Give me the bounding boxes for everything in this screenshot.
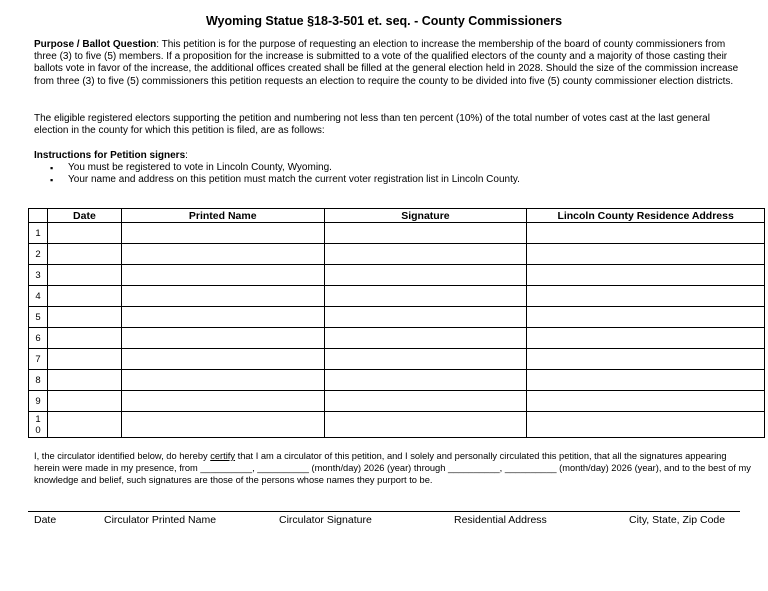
- page-title: Wyoming Statue §18-3-501 et. seq. - County Commissioners: [205, 14, 563, 28]
- date-cell[interactable]: [47, 244, 121, 265]
- row-number-top: 1: [35, 413, 41, 425]
- row-number: 2: [29, 244, 48, 265]
- cert-text-1: I, the circulator identified below, do hereby: [34, 451, 211, 461]
- signature-cell[interactable]: [324, 244, 527, 265]
- printed-name-cell[interactable]: [121, 286, 324, 307]
- date-cell[interactable]: [47, 412, 121, 438]
- footer-date-label: Date: [34, 514, 57, 526]
- row-number-bottom: 0: [35, 424, 41, 436]
- address-cell[interactable]: [527, 244, 765, 265]
- signature-cell[interactable]: [324, 391, 527, 412]
- table-row: [29, 244, 765, 265]
- row-number: 6: [29, 328, 48, 349]
- date-cell[interactable]: [47, 307, 121, 328]
- printed-name-cell[interactable]: [121, 391, 324, 412]
- table-header-row: [29, 209, 765, 223]
- row-number: 9: [29, 391, 48, 412]
- eligibility-paragraph: The eligible registered electors supporting the petition and numbering not less than ten percent (10%) of the total number of votes cast at the last general election in the county for which this petition is filed, are as follows:: [34, 113, 710, 137]
- cert-text-2: that I am a circulator of this petition, and I solely and personally circulated this petition, that all the signatures appearing herein were made in my presence, from __________, __________ (month/day) 2026 (year) through __________, __________ (month/day) 2026 (year), and to the best of my knowledge and belief, such signatures are those of the persons whose names they purport to be.: [34, 451, 751, 485]
- printed-name-cell[interactable]: [121, 370, 324, 391]
- signature-cell[interactable]: [324, 223, 527, 244]
- footer-signature-label: Circulator Signature: [279, 514, 372, 526]
- address-cell[interactable]: [527, 391, 765, 412]
- address-cell[interactable]: [527, 307, 765, 328]
- address-cell[interactable]: [527, 349, 765, 370]
- printed-name-cell[interactable]: [121, 328, 324, 349]
- footer-city-label: City, State, Zip Code: [629, 514, 726, 526]
- purpose-paragraph: [34, 39, 742, 88]
- signature-cell[interactable]: [324, 265, 527, 286]
- date-cell[interactable]: [47, 265, 121, 286]
- date-cell[interactable]: [47, 223, 121, 244]
- row-number: 3: [29, 265, 48, 286]
- date-cell[interactable]: [47, 370, 121, 391]
- header-address: Lincoln County Residence Address: [527, 209, 765, 223]
- table-row: [29, 307, 765, 328]
- table-row: [29, 412, 765, 438]
- circulator-signature-line[interactable]: [28, 511, 740, 512]
- table-row: [29, 391, 765, 412]
- certify-word: certify: [210, 451, 236, 461]
- table-row: [29, 223, 765, 244]
- date-cell[interactable]: [47, 286, 121, 307]
- date-cell[interactable]: [47, 328, 121, 349]
- instructions-section: [34, 150, 742, 187]
- date-cell[interactable]: [47, 349, 121, 370]
- signature-table: [28, 208, 765, 438]
- signature-cell[interactable]: [324, 328, 527, 349]
- header-printed-name: Printed Name: [121, 209, 324, 223]
- footer-printed-name-label: Circulator Printed Name: [104, 514, 217, 526]
- table-row: [29, 265, 765, 286]
- address-cell[interactable]: [527, 286, 765, 307]
- circulator-certification: [34, 450, 754, 486]
- row-number: [29, 412, 48, 438]
- table-row: [29, 370, 765, 391]
- address-cell[interactable]: [527, 412, 765, 438]
- table-row: [29, 286, 765, 307]
- header-number: [29, 209, 48, 223]
- row-number: 1: [29, 223, 48, 244]
- instructions-colon: :: [185, 150, 188, 161]
- printed-name-cell[interactable]: [121, 223, 324, 244]
- table-row: [29, 328, 765, 349]
- printed-name-cell[interactable]: [121, 244, 324, 265]
- printed-name-cell[interactable]: [121, 349, 324, 370]
- table-row: [29, 349, 765, 370]
- row-number: 8: [29, 370, 48, 391]
- address-cell[interactable]: [527, 223, 765, 244]
- date-cell[interactable]: [47, 391, 121, 412]
- instruction-item: ▪ Your name and address on this petition must match the current voter registration list in Lincoln County.: [34, 174, 742, 186]
- row-number: 7: [29, 349, 48, 370]
- signature-cell[interactable]: [324, 307, 527, 328]
- printed-name-cell[interactable]: [121, 265, 324, 286]
- signature-cell[interactable]: [324, 412, 527, 438]
- instructions-label: Instructions for Petition signers: [34, 150, 186, 161]
- address-cell[interactable]: [527, 328, 765, 349]
- instruction-item: ▪ You must be registered to vote in Lincoln County, Wyoming.: [34, 162, 742, 174]
- row-number: 5: [29, 307, 48, 328]
- signature-cell[interactable]: [324, 286, 527, 307]
- printed-name-cell[interactable]: [121, 307, 324, 328]
- signature-cell[interactable]: [324, 349, 527, 370]
- address-cell[interactable]: [527, 265, 765, 286]
- printed-name-cell[interactable]: [121, 412, 324, 438]
- purpose-label: Purpose / Ballot Question: [34, 39, 157, 50]
- address-cell[interactable]: [527, 370, 765, 391]
- purpose-text: : This petition is for the purpose of requesting an election to increase the membership of the board of county commissioners from three (3) to five (5) members. If a proposition for the increase is submitted to a vote of the qualified electors of the county and a majority of those casting their ballots vote in favor of the increase, the additional offices created shall be filled at the general election held in 2028. Should the size of the commission increase from three (3) to five (5) commissioners this petition requests an election to require the county to be divided into five (5) county commissioner election districts.: [34, 39, 739, 87]
- footer-address-label: Residential Address: [454, 514, 547, 526]
- signature-cell[interactable]: [324, 370, 527, 391]
- header-date: Date: [47, 209, 121, 223]
- header-signature: Signature: [324, 209, 527, 223]
- row-number: 4: [29, 286, 48, 307]
